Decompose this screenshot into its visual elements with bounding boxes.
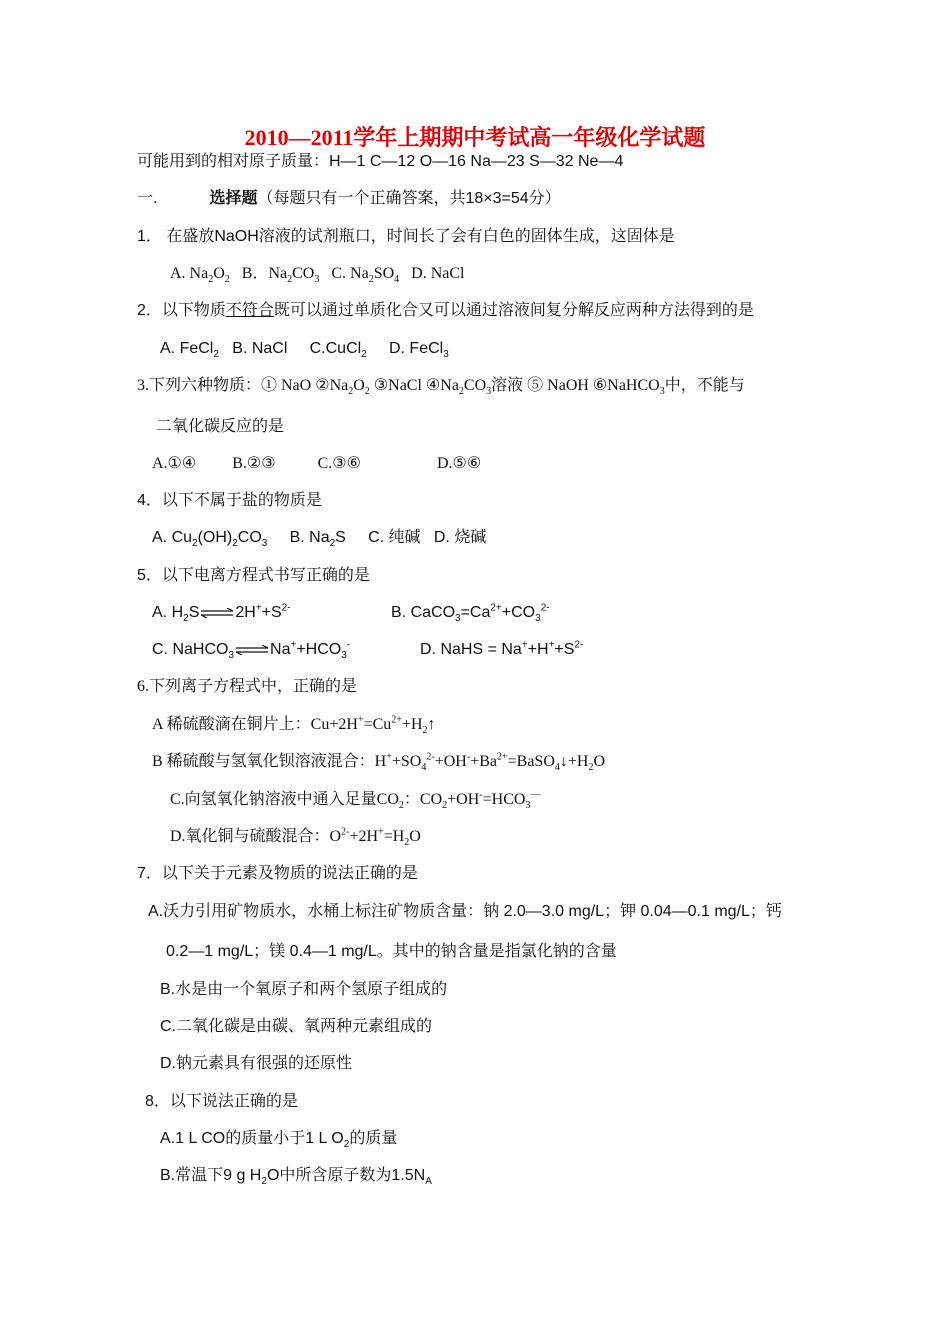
q4-option-a: A. $Cu_2(OH)_2CO_3$ <box>152 529 268 550</box>
q2-underline: 不符合 <box>225 302 274 319</box>
q1-option-c: C. $Na_2SO_4$ <box>331 265 400 286</box>
q3-line1: 3.下列六种物质：① NaO $②Na_2O_2$ ③NaCl $④Na_2CO_3$溶液 ⑤ NaOH ⑥NaHCO$_3$中，不能与 <box>137 377 745 398</box>
q1-options <box>170 264 464 284</box>
q3-option-c: C.③⑥ <box>317 455 361 472</box>
q2-option-b: B. NaCl <box>232 340 288 357</box>
q3-option-d: D.⑤⑥ <box>436 455 482 472</box>
q5-option-c: C. NaHCO$_3$ $Na^++HCO_3^-$ <box>152 639 351 662</box>
q3-line2: 二氧化碳反应的是 <box>156 418 285 435</box>
q6-stem: 6.下列离子方程式中，正确的是 <box>137 678 358 695</box>
section-note: （每题只有一个正确答案，共18×3=54分） <box>257 190 561 207</box>
exam-title: 2010—2011学年上期期中考试高一年级化学试题 <box>244 125 706 150</box>
q6-option-c: C.向氢氧化钠溶液中通入足量$CO_2$：$CO_2+OH^-=HCO_3^—$ <box>170 789 541 812</box>
equilibrium-arrow-icon <box>235 645 269 655</box>
atomic-masses: 可能用到的相对原子质量：H—1 C—12 O—16 Na—23 S—32 Ne—4 <box>137 153 624 170</box>
q6-option-b: B 稀硫酸与氢氧化钡溶液混合：$H^++SO_4^{2-}+OH^-+Ba^{2+}=BaSO_4↓+H_2O$ <box>152 751 606 774</box>
q6-option-a: A 稀硫酸滴在铜片上：$Cu+2H^+=Cu^{2+}+H_2↑$ <box>152 714 436 737</box>
q8-option-a: A.1 L CO的质量小于1 L $O_2$的质量 <box>160 1130 398 1151</box>
q5-stem: 5．以下电离方程式书写正确的是 <box>137 567 370 584</box>
q2-option-c: C.CuCl$_2$ <box>309 340 367 361</box>
q2-option-a: A. FeCl$_2$ <box>160 340 219 361</box>
q7-option-d: D.钠元素具有很强的还原性 <box>160 1055 353 1072</box>
q1-stem: 1． 在盛放NaOH溶液的试剂瓶口，时间长了会有白色的固体生成，这固体是 <box>137 228 675 245</box>
q5-option-d: D. NaHS = $Na^++H^++S^{2-}$ <box>420 639 584 658</box>
q2-stem: 2．以下物质不符合既可以通过单质化合又可以通过溶液间复分解反应两种方法得到的是 <box>137 302 754 319</box>
section-header <box>137 189 561 209</box>
q7-stem: 7．以下关于元素及物质的说法正确的是 <box>137 865 418 882</box>
q4-option-d: D. 烧碱 <box>433 529 487 546</box>
q2-options <box>160 339 449 359</box>
q4-stem: 4．以下不属于盐的物质是 <box>137 492 322 509</box>
q8-stem: 8．以下说法正确的是 <box>145 1093 298 1110</box>
q4-option-c: C. 纯碱 <box>368 529 421 546</box>
q4-option-b: B. $Na_2S$ <box>289 529 346 550</box>
q8-option-b: B.常温下9 g $H_2O$中所含原子数为$1.5N_A$ <box>160 1167 432 1188</box>
q4-options <box>152 528 486 548</box>
q3-option-a: A.①④ <box>152 455 197 472</box>
q2-option-d: D. FeCl$_3$ <box>388 340 449 361</box>
equilibrium-arrow-icon <box>200 608 234 618</box>
q7-option-c: C.二氧化碳是由碳、氧两种元素组成的 <box>160 1018 433 1035</box>
q1-option-a: A. $Na_2O_2$ <box>170 265 230 286</box>
q5-option-b: B. $CaCO_3=Ca^{2+}+CO_3^{2-}$ <box>391 602 550 625</box>
q7-option-b: B.水是由一个氧原子和两个氢原子组成的 <box>160 981 448 998</box>
section-number: 一. <box>137 190 158 207</box>
q7-option-a-line1: A.沃力引用矿物质水，水桶上标注矿物质含量：钠 2.0—3.0 mg/L；钾 0.04—0.1 mg/L；钙 <box>148 903 782 920</box>
q1-option-d: D. NaCl <box>411 265 465 282</box>
q5-option-a: A. $H_2S$ $2H^++S^{2-}$ <box>152 602 291 625</box>
q7-option-a-line2: 0.2—1 mg/L；镁 0.4—1 mg/L。其中的钠含量是指氯化钠的含量 <box>166 943 617 960</box>
section-name: 选择题 <box>209 190 258 207</box>
q3-options <box>152 454 481 474</box>
q1-option-b: B．$Na_2CO_3$ <box>241 265 320 286</box>
q3-option-b: B.②③ <box>232 455 276 472</box>
q6-option-d: D.氧化铜与硫酸混合：$O^{2-}+2H^+=H_2O$ <box>170 826 421 849</box>
